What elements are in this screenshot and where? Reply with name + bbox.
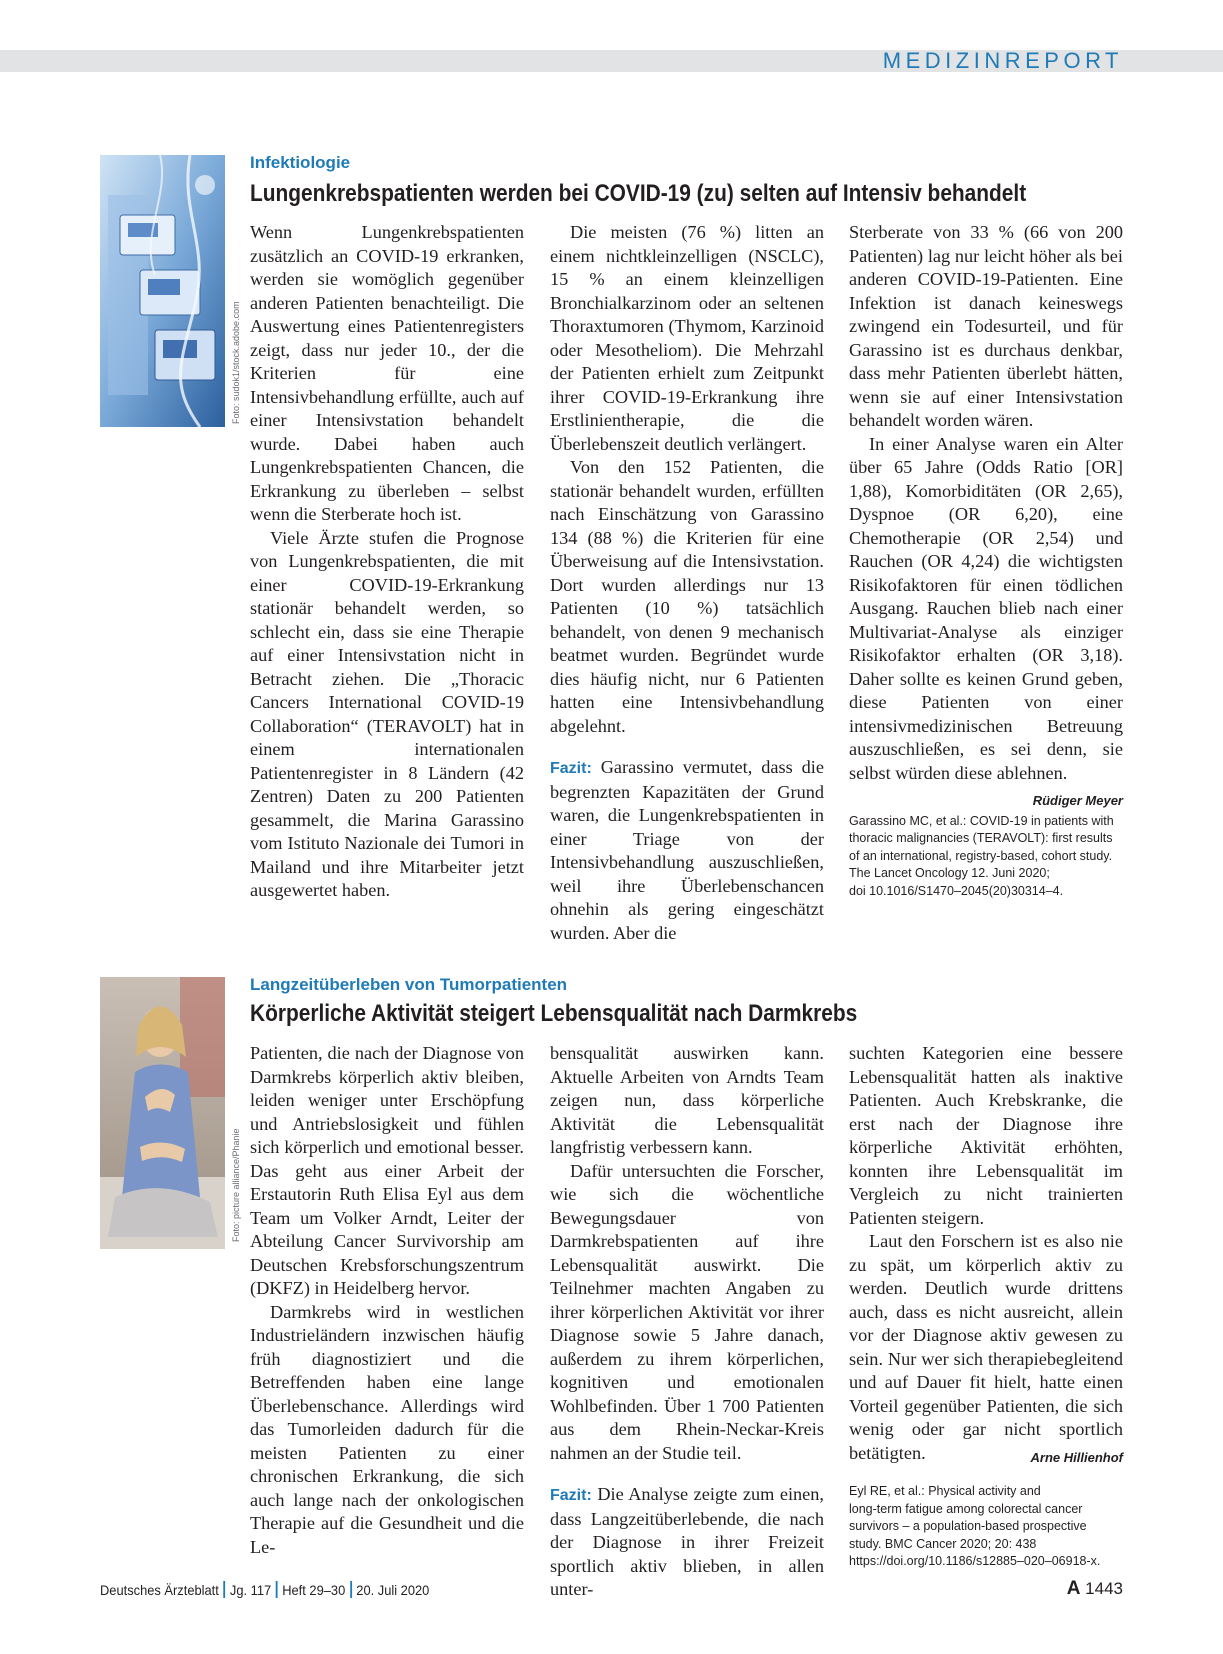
separator (276, 1581, 278, 1598)
issue-date: 20. Juli 2020 (356, 1582, 430, 1598)
article-photo-woman (100, 977, 225, 1249)
article-column-3 (849, 221, 1123, 900)
fazit-text: Die Analyse zeigte zum einen, dass Langzeitüberlebende, die nach der Diagnose in ihrer Freizeit sportlich aktiv blieben, in allen unter- (550, 1484, 824, 1599)
fazit-paragraph (550, 1483, 824, 1602)
author-name: Arne Hillienhof (1030, 1449, 1123, 1465)
reference-line: of an international, registry-based, cohort study. (849, 848, 1113, 863)
separator (350, 1581, 352, 1598)
paragraph (849, 433, 1123, 808)
reference-line: long-term fatigue among colorectal cancer (849, 1501, 1083, 1516)
paragraph: Wenn Lungenkrebspatienten zusätzlich an COVID-19 erkranken, werden sie womöglich gegenüber anderen Patienten benachteiligt. Die Auswertung eines Patientenregisters zeigt, dass nur jeder 10., der die Kriterien für eine Intensivbehandlung erfüllte, auch auf einer Intensivstation behandelt wurde. Dabei haben auch Lungenkrebspatienten Chancen, die Erkrankung zu überleben – selbst wenn die Sterberate hoch ist. (250, 222, 524, 524)
article-headline: Lungenkrebspatienten werden bei COVID-19 (zu) selten auf Intensiv behandelt (250, 180, 1027, 207)
fazit-paragraph (550, 756, 824, 945)
journal-name: Deutsches Ärzteblatt (100, 1582, 219, 1598)
paragraph-text: Laut den Forschern ist es also nie zu spät, um körperlich aktiv zu werden. Deutlich wurde drittens auch, dass es nicht ausreicht, allein vor der Diagnose aktiv gewesen zu sein. Nur wer sich therapiebegleitend und auf Dauer fit hielt, hatte einen Vorteil gegenüber Patienten, die sich wenig oder gar nicht sportlich betätigten. (849, 1231, 1123, 1463)
reference-line: Eyl RE, et al.: Physical activity and (849, 1484, 1041, 1498)
icu-infusion-pumps-image (100, 155, 225, 427)
page-prefix: A (1066, 1578, 1081, 1599)
reference-line: The Lancet Oncology 12. Juni 2020; (849, 866, 1050, 880)
woman-breathing-image (100, 977, 225, 1249)
fazit-text: Garassino vermutet, dass die begrenzten Kapazitäten der Grund waren, die Lungenkrebspatienten in einer Triage von der Intensivbehandlung auszuschließen, weil ihre Überlebenschancen ohnehin als gering eingeschätzt wurden. Aber die (550, 757, 824, 943)
article-column-3 (849, 1042, 1123, 1571)
reference-line: thoracic malignancies (TERAVOLT): first results (849, 831, 1113, 845)
paragraph (849, 1230, 1123, 1465)
reference (849, 813, 1123, 901)
photo-credit: Foto: sudok1/stock.adobe.com (231, 301, 241, 424)
footer-citation (100, 1581, 429, 1598)
paragraph: Viele Ärzte stufen die Prognose von Lungenkrebspatienten, die mit einer COVID-19-Erkrankung stationär behandelt werden, so schlecht ein, dass sie eine Therapie auf einer Intensivstation nicht in Betracht ziehen. Die „Thoracic Cancers International COVID-19 Collaboration“ (TERAVOLT) hat in einem internationalen Patientenregister in 8 Ländern (42 Zentren) Daten zu 200 Patienten gesammelt, die Marina Garassino vom Istituto Nazionale dei Tumori in Mailand und ihre Mitarbeiter jetzt ausgewertet haben. (250, 527, 524, 900)
issue: Heft 29–30 (282, 1582, 346, 1598)
photo-credit: Foto: picture alliance/Phanie (231, 1128, 241, 1242)
article-kicker: Infektiologie (250, 153, 351, 172)
article-column-1 (250, 1042, 524, 1559)
reference-line: study. BMC Cancer 2020; 20: 438 (849, 1536, 1037, 1551)
paragraph: Dafür untersuchten die Forscher, wie sich die wöchentliche Bewegungsdauer von Darmkrebspatienten auf ihre Lebensqualität auswirkt. Die Teilnehmer machten Angaben zu ihrer körperlichen Aktivität vor ihrer Diagnose sowie 5 Jahre danach, außerdem zu ihrem körperlichen, kognitiven und emotionalen Wohlbefinden. Über 1 700 Patienten aus dem Rhein-Neckar-Kreis nahmen an der Studie teil. (550, 1160, 824, 1463)
article-column-1 (250, 221, 524, 903)
page-number (1067, 1578, 1123, 1600)
reference-line: Garassino MC, et al.: COVID-19 in patients with (849, 813, 1114, 828)
section-label: MEDIZINREPORT (882, 48, 1123, 73)
paragraph: Von den 152 Patienten, die stationär behandelt wurden, erfüllten nach Einschätzung von Garassino 134 (88 %) die Kriterien für eine Überweisung auf die Intensivstation. Dort wurden allerdings nur 13 Patienten (10 %) tatsächlich behandelt, von denen 9 mechanisch beatmet wurden. Begründet wurde dies häufig nicht, nur 6 Patienten hatten eine Intensivbehandlung abgelehnt. (550, 457, 824, 736)
reference-line: doi 10.1016/S1470–2045(20)30314–4. (849, 883, 1064, 898)
article-column-2 (550, 221, 824, 945)
paragraph: Die meisten (76 %) litten an einem nichtkleinzelligen (NSCLC), 15 % an einem kleinzelligen Bronchialkarzinom oder an seltenen Thoraxtumoren (Thymom, Karzinoid oder Mesotheliom). Die Mehrzahl der Patienten erhielt zum Zeitpunkt ihrer COVID-19-Erkrankung ihre Erstlinientherapie, die die Überlebenszeit deutlich verlängert. (550, 222, 824, 454)
page-number-value: 1443 (1085, 1579, 1123, 1598)
article-column-2 (550, 1042, 824, 1602)
fazit-label: Fazit: (550, 1487, 592, 1504)
reference-line: https://doi.org/10.1186/s12885–020–06918-x. (849, 1554, 1101, 1568)
paragraph: Patienten, die nach der Diagnose von Darmkrebs körperlich aktiv bleiben, leiden weniger unter Erschöpfung und Antriebslosigkeit und fühlen sich körperlich und emotional besser. Das geht aus einer Arbeit der Erstautorin Ruth Elisa Eyl aus dem Team um Volker Arndt, Leiter der Abteilung Cancer Survivorship am Deutschen Krebsforschungszentrum (DKFZ) in Heidelberg hervor. (250, 1043, 524, 1298)
paragraph: bensqualität auswirken kann. Aktuelle Arbeiten von Arndts Team zeigen nun, dass körperliche Aktivität die Lebensqualität langfristig verbessern kann. (550, 1043, 824, 1157)
author-name: Rüdiger Meyer (1032, 793, 1123, 808)
paragraph: Sterberate von 33 % (66 von 200 Patienten) lag nur leicht höher als bei anderen COVID-19-Patienten. Eine Infektion ist danach keineswegs zwingend ein Todesurteil, und für Garassino ist es durchaus denkbar, dass mehr Patienten überlebt hätten, wenn sie auf einer Intensivstation behandelt worden wären. (849, 222, 1123, 430)
article-kicker: Langzeitüberleben von Tumorpatienten (250, 975, 568, 994)
separator (223, 1581, 225, 1598)
volume: Jg. 117 (229, 1582, 272, 1598)
article-headline: Körperliche Aktivität steigert Lebensqualität nach Darmkrebs (250, 1000, 858, 1027)
paragraph-text: In einer Analyse waren ein Alter über 65 Jahre (Odds Ratio [OR] 1,88), Komorbiditäten (OR 2,65), Dyspnoe (OR 6,20), eine Chemotherapie (OR 2,54) und Rauchen (OR 4,24) die wichtigsten Risikofaktoren für einen tödlichen Ausgang. Rauchen blieb nach einer Multivariat-Analyse als einziger Risikofaktor erhalten (OR 3,18). Daher sollte es keinen Grund geben, diese Patienten von einer intensivmedizinischen Betreuung auszuschließen, es sei denn, sie selbst würden diese ablehnen. (849, 433, 1123, 783)
reference-line: survivors – a population-based prospective (849, 1519, 1087, 1533)
article-photo-icu (100, 155, 225, 427)
paragraph: suchten Kategorien eine bessere Lebensqualität hatten als inaktive Patienten. Auch Krebskranke, die erst nach der Diagnose ihre körperliche Aktivität erhöhten, konnten ihre Lebensqualität im Vergleich zu nicht trainierten Patienten steigern. (849, 1043, 1123, 1228)
reference (849, 1483, 1123, 1571)
fazit-label: Fazit: (550, 760, 592, 777)
paragraph: Darmkrebs wird in westlichen Industrieländern inzwischen häufig früh diagnostiziert und die Betreffenden haben eine lange Überlebenschance. Allerdings wird das Tumorleiden dadurch für die meisten Patienten zu einer chronischen Erkrankung, die sich auch lange nach der onkologischen Therapie auf die Gesundheit und die Le- (250, 1301, 524, 1557)
